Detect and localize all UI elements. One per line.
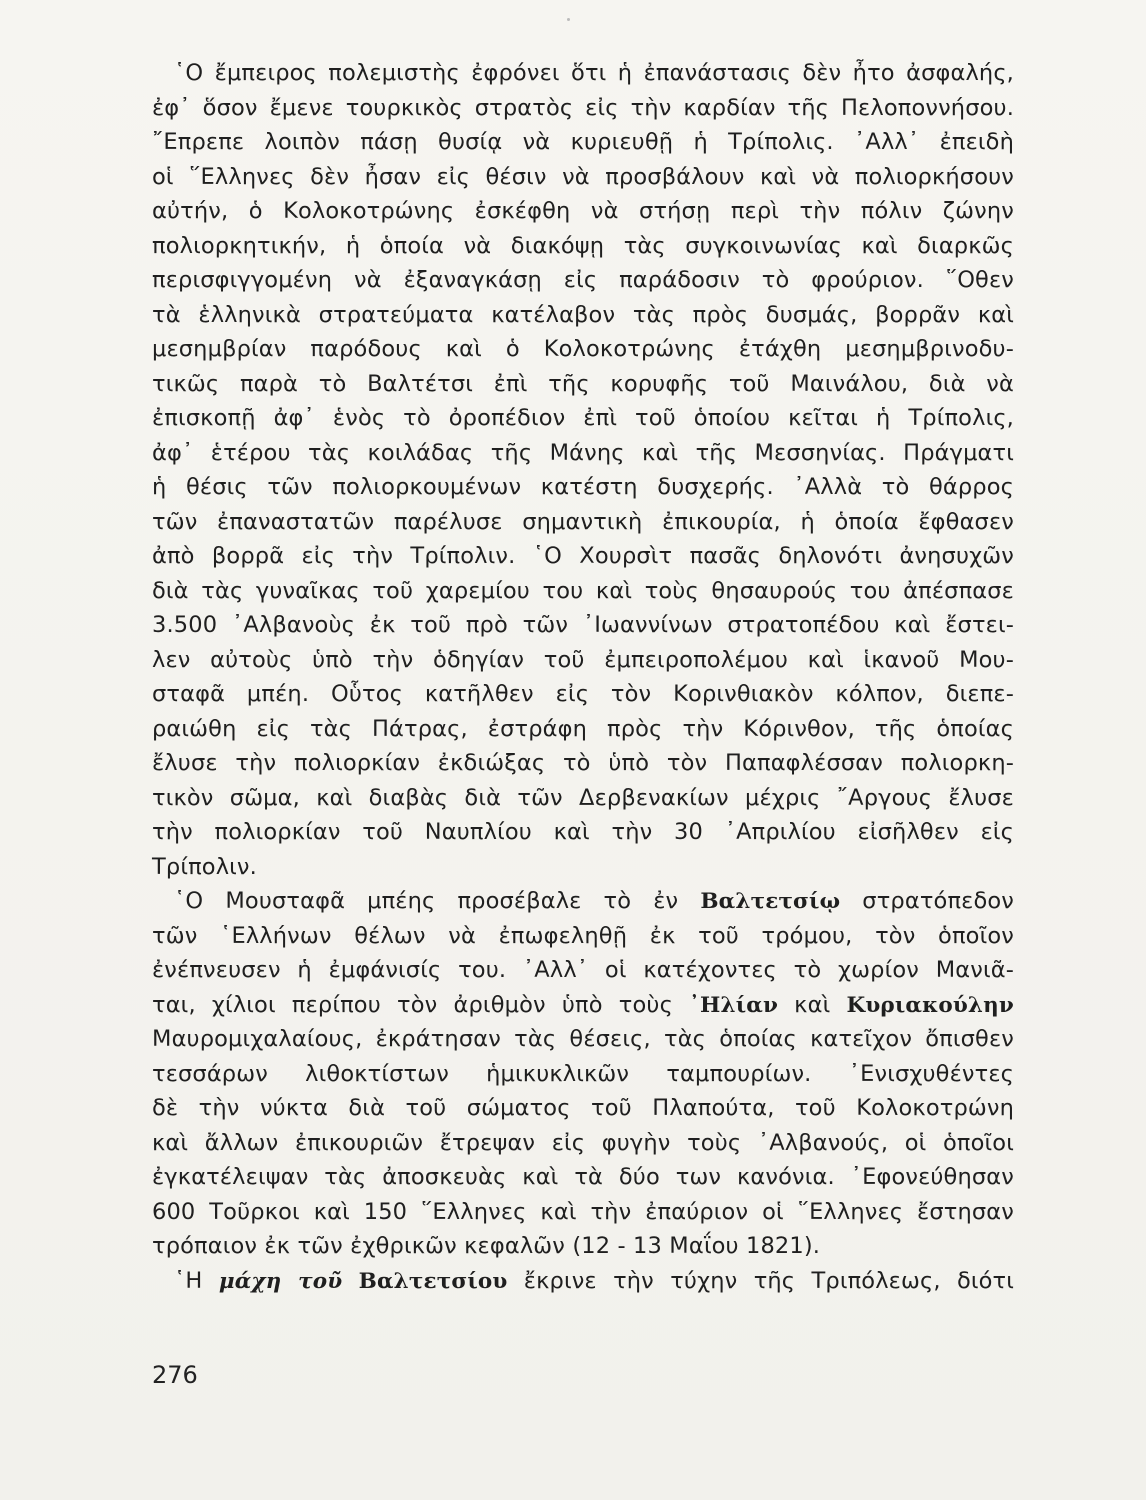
text-line <box>152 1264 1014 1299</box>
text-line: τῶν ῾Ελλήνων θέλων νὰ ἐπωφεληθῇ ἐκ τοῦ τρόμου, τὸν ὁποῖον <box>152 922 1014 949</box>
text-line: 3.500 ᾿Αλβανοὺς ἐκ τοῦ πρὸ τῶν ᾿Ιωαννίνων στρατοπέδου καὶ ἔστει- <box>152 612 1014 638</box>
text-line: τεσσάρων λιθοκτίστων ἡμικυκλικῶν ταμπουρίων. ᾿Ενισχυθέντες <box>152 1060 1014 1087</box>
paragraph-1 <box>152 56 1014 884</box>
text-line: ραιώθη εἰς τὰς Πάτρας, ἐστράφη πρὸς τὴν Κόρινθον, τῆς ὁποίας <box>152 715 1014 742</box>
text-run: ἔκρινε τὴν τύχην τῆς Τριπόλεως, διότι <box>507 1267 1015 1294</box>
page-number: 276 <box>152 1361 198 1389</box>
text-line: ἡ θέσις τῶν πολιορκουμένων κατέστη δυσχερής. ᾿Αλλὰ τὸ θάρρος <box>152 474 1014 500</box>
text-run: ῾Ο Μουσταφᾶ μπέης προσέβαλε τὸ ἐν <box>174 888 701 914</box>
text-run: στρατόπεδον <box>840 888 1015 914</box>
paper-speck <box>567 18 570 21</box>
bold-italic-phrase: μάχη τοῦ <box>218 1268 343 1294</box>
text-run: ῾Η <box>174 1267 219 1294</box>
text-line <box>152 988 1014 1023</box>
text-line: τικὸν σῶμα, καὶ διαβὰς διὰ τῶν Δερβενακίων μέχρις ῎Αργους ἔλυσε <box>152 784 1014 811</box>
text-line: περισφιγγομένη νὰ ἐξαναγκάσῃ εἰς παράδοσιν τὸ φρούριον. ῞Οθεν <box>152 267 1014 293</box>
text-line: οἱ ῞Ελληνες δὲν ἦσαν εἰς θέσιν νὰ προσβάλουν καὶ νὰ πολιορκήσουν <box>152 163 1014 190</box>
text-line: ἐνέπνευσεν ἡ ἐμφάνισίς του. ᾿Αλλ᾿ οἱ κατέχοντες τὸ χωρίον Μανιᾶ- <box>152 957 1014 983</box>
text-line: πολιορκητικήν, ἡ ὁποία νὰ διακόψῃ τὰς συγκοινωνίας καὶ διαρκῶς <box>152 232 1014 259</box>
text-line: 600 Τοῦρκοι καὶ 150 ῞Ελληνες καὶ τὴν ἐπαύριον οἱ ῞Ελληνες ἔστησαν <box>152 1198 1014 1225</box>
bold-place-name: Βαλτετσίου <box>358 1268 508 1294</box>
text-line: ῾Ο ἔμπειρος πολεμιστὴς ἐφρόνει ὅτι ἡ ἐπανάστασις δὲν ἦτο ἀσφαλής, <box>174 60 1014 86</box>
body-text <box>152 56 1014 1298</box>
text-line: ἀφ᾿ ἑτέρου τὰς κοιλάδας τῆς Μάνης καὶ τῆς Μεσσηνίας. Πράγματι <box>152 439 1014 466</box>
text-line: αὐτήν, ὁ Κολοκοτρώνης ἐσκέφθη νὰ στήσῃ περὶ τὴν πόλιν ζώνην <box>152 198 1014 224</box>
text-run: καὶ <box>778 991 847 1018</box>
text-run <box>342 1268 358 1294</box>
text-line: διὰ τὰς γυναῖκας τοῦ χαρεμίου του καὶ τοὺς θησαυρούς του ἀπέσπασε <box>152 577 1014 604</box>
text-line: λεν αὐτοὺς ὑπὸ τὴν ὁδηγίαν τοῦ ἐμπειροπολέμου καὶ ἱκανοῦ Μου- <box>152 646 1014 673</box>
bold-place-name: Βαλτετσίῳ <box>700 889 841 914</box>
text-line: ἐπισκοπῇ ἀφ᾿ ἑνὸς τὸ ὀροπέδιον ἐπὶ τοῦ ὁποίου κεῖται ἡ Τρίπολις, <box>152 405 1014 431</box>
bold-person-name: Κυριακούλην <box>846 992 1014 1018</box>
text-line: δὲ τὴν νύκτα διὰ τοῦ σώματος τοῦ Πλαπούτα, τοῦ Κολοκοτρώνη <box>152 1095 1014 1121</box>
text-line: ἔλυσε τὴν πολιορκίαν ἐκδιώξας τὸ ὑπὸ τὸν Παπαφλέσσαν πολιορκη- <box>152 750 1014 776</box>
text-run: ται, χίλιοι περίπου τὸν ἀριθμὸν ὑπὸ τοὺς <box>152 991 690 1018</box>
text-line: ἐγκατέλειψαν τὰς ἀποσκευὰς καὶ τὰ δύο των κανόνια. ᾿Εφονεύθησαν <box>152 1164 1014 1190</box>
paragraph-3 <box>152 1264 1014 1299</box>
text-line: Μαυρομιχαλαίους, ἐκράτησαν τὰς θέσεις, τὰς ὁποίας κατεῖχον ὄπισθεν <box>152 1026 1014 1052</box>
text-line: τικῶς παρὰ τὸ Βαλτέτσι ἐπὶ τῆς κορυφῆς τοῦ Μαινάλου, διὰ νὰ <box>152 370 1014 397</box>
paragraph-2 <box>152 884 1014 1264</box>
text-line: ἐφ᾿ ὅσον ἔμενε τουρκικὸς στρατὸς εἰς τὴν καρδίαν τῆς Πελοποννήσου. <box>152 94 1014 121</box>
text-line: ῎Επρεπε λοιπὸν πάσῃ θυσίᾳ νὰ κυριευθῇ ἡ Τρίπολις. ᾿Αλλ᾿ ἐπειδὴ <box>152 129 1014 155</box>
text-line: Τρίπολιν. <box>152 853 257 880</box>
bold-person-name: ᾿Ηλίαν <box>689 992 779 1018</box>
text-line: σταφᾶ μπέη. Οὗτος κατῆλθεν εἰς τὸν Κορινθιακὸν κόλπον, διεπε- <box>152 681 1014 707</box>
text-line: ἀπὸ βορρᾶ εἰς τὴν Τρίπολιν. ῾Ο Χουρσὶτ πασᾶς δηλονότι ἀνησυχῶν <box>152 543 1014 569</box>
text-line: τρόπαιον ἐκ τῶν ἐχθρικῶν κεφαλῶν (12 - 13 Μαΐου 1821). <box>152 1233 821 1259</box>
text-line: μεσημβρίαν παρόδους καὶ ὁ Κολοκοτρώνης ἐτάχθη μεσημβρινοδυ- <box>152 336 1014 362</box>
text-line: τῶν ἐπαναστατῶν παρέλυσε σημαντικὴ ἐπικουρία, ἡ ὁποία ἔφθασεν <box>152 508 1014 535</box>
text-line: τὰ ἑλληνικὰ στρατεύματα κατέλαβον τὰς πρὸς δυσμάς, βορρᾶν καὶ <box>152 301 1014 328</box>
text-line: καὶ ἄλλων ἐπικουριῶν ἔτρεψαν εἰς φυγὴν τοὺς ᾿Αλβανούς, οἱ ὁποῖοι <box>152 1129 1014 1156</box>
text-line <box>152 884 1014 919</box>
text-line: τὴν πολιορκίαν τοῦ Ναυπλίου καὶ τὴν 30 ᾿Απριλίου εἰσῆλθεν εἰς <box>152 819 1014 845</box>
